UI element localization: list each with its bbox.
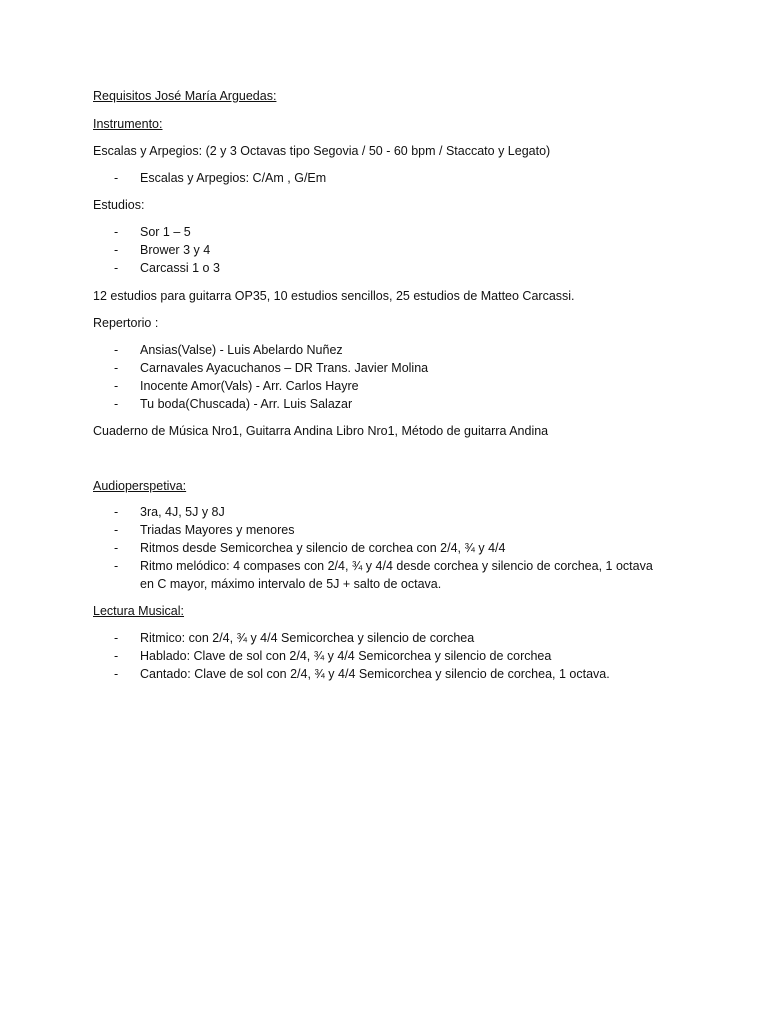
list-item [114, 169, 326, 187]
escalas-label: Escalas y Arpegios: [93, 144, 203, 158]
list-item [114, 539, 505, 557]
list-item [114, 665, 610, 683]
bullet-dash: - [114, 343, 119, 357]
list-item-text: Cantado: Clave de sol con 2/4, ¾ y 4/4 Semicorchea y silencio de corchea, 1 octava. [140, 667, 610, 681]
list-item [114, 557, 653, 575]
bullet-dash: - [114, 667, 119, 681]
list-item-text: Ritmico: con 2/4, ¾ y 4/4 Semicorchea y silencio de corchea [140, 631, 475, 645]
instrumento-heading: Instrumento: [93, 117, 163, 131]
list-item-text: Hablado: Clave de sol con 2/4, ¾ y 4/4 Semicorchea y silencio de corchea [140, 649, 552, 663]
list-item-text: Sor 1 – 5 [140, 225, 191, 239]
bullet-dash: - [114, 541, 119, 555]
list-item-continuation: en C mayor, máximo intervalo de 5J + salto de octava. [140, 577, 442, 591]
bullet-dash: - [114, 631, 119, 645]
audioperspetiva-heading: Audioperspetiva: [93, 479, 187, 493]
list-item-text: Ritmos desde Semicorchea y silencio de corchea con 2/4, ¾ y 4/4 [140, 541, 506, 555]
bullet-dash: - [114, 361, 119, 375]
bullet-dash: - [114, 379, 119, 393]
list-item-text: Carcassi 1 o 3 [140, 261, 220, 275]
list-item-text: Escalas y Arpegios: C/Am , G/Em [140, 171, 327, 185]
list-item-text: Triadas Mayores y menores [140, 523, 295, 537]
repertorio-heading: Repertorio : [93, 316, 159, 330]
bullet-dash: - [114, 397, 119, 411]
list-item-text: 3ra, 4J, 5J y 8J [140, 505, 225, 519]
list-item [114, 359, 428, 377]
repertorio-note: Cuaderno de Música Nro1, Guitarra Andina Libro Nro1, Método de guitarra Andina [93, 424, 549, 438]
list-item [114, 395, 352, 413]
escalas-detail: (2 y 3 Octavas tipo Segovia / 50 - 60 bpm / Staccato y Legato) [202, 144, 551, 158]
lectura-heading: Lectura Musical: [93, 604, 185, 618]
list-item-text: Tu boda(Chuscada) - Arr. Luis Salazar [140, 397, 353, 411]
estudios-note: 12 estudios para guitarra OP35, 10 estudios sencillos, 25 estudios de Matteo Carcassi. [93, 289, 575, 303]
list-item-text: Brower 3 y 4 [140, 243, 211, 257]
list-item-text: Carnavales Ayacuchanos – DR Trans. Javier Molina [140, 361, 429, 375]
list-item-text: Ansias(Valse) - Luis Abelardo Nuñez [140, 343, 343, 357]
list-item [114, 521, 294, 539]
list-item [114, 259, 220, 277]
list-item-text: Ritmo melódico: 4 compases con 2/4, ¾ y 4/4 desde corchea y silencio de corchea, 1 octava [140, 559, 653, 573]
bullet-dash: - [114, 171, 119, 185]
estudios-heading: Estudios: [93, 198, 145, 212]
document-title: Requisitos José María Arguedas: [93, 89, 277, 103]
list-item [114, 241, 210, 259]
bullet-dash: - [114, 261, 119, 275]
bullet-dash: - [114, 225, 119, 239]
list-item-text: Inocente Amor(Vals) - Arr. Carlos Hayre [140, 379, 359, 393]
bullet-dash: - [114, 649, 119, 663]
list-item [114, 629, 474, 647]
bullet-dash: - [114, 243, 119, 257]
bullet-dash: - [114, 523, 119, 537]
escalas-line [93, 142, 550, 160]
bullet-dash: - [114, 559, 119, 573]
list-item [114, 647, 551, 665]
list-item [114, 341, 343, 359]
bullet-dash: - [114, 505, 119, 519]
list-item [114, 377, 359, 395]
list-item [114, 503, 225, 521]
list-item [114, 223, 191, 241]
